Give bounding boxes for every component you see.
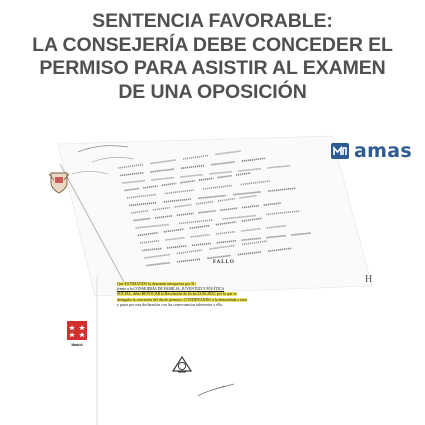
ruling-line: denegaba la concesión del día de permiso; CONDENANDO a la demandada a estar: [117, 297, 248, 302]
headline-line-4: DE UNA OPOSICIÓN: [118, 80, 307, 103]
ruling-line: frente a la CONSEJERÍA DE FAMILIA, JUVENTUD Y POLÍTICA: [117, 287, 225, 292]
brand-name: amas: [354, 140, 412, 162]
headline-line-3: PERMISO PARA ASISTIR AL EXAMEN: [39, 57, 386, 79]
court-document-image: [0, 126, 425, 425]
ruling-line: SOCIAL, debo REVOCAR la Resolución de fecha 23.06.2022, por la que se: [117, 292, 237, 297]
amas-brand: [330, 140, 412, 162]
amas-logo-icon: [330, 141, 350, 161]
coat-of-arms-icon: [46, 170, 72, 196]
signature-seal-icon: [170, 354, 194, 376]
ruling-line: y pasar por esta declaración con las consecuencias inherentes a ella.: [117, 302, 223, 307]
headline: [0, 10, 425, 104]
ruling-paragraph: [117, 282, 359, 308]
ruling-line: Que ESTIMANDO la demanda interpuesta por D.ª: [117, 282, 197, 286]
side-mark: H: [365, 274, 373, 285]
madrid-label: Madrid: [71, 343, 83, 347]
headline-line-1: SENTENCIA FAVORABLE:: [92, 10, 333, 32]
section-title: FALLO: [213, 260, 235, 265]
headline-line-2: LA CONSEJERÍA DEBE CONCEDER EL: [32, 33, 393, 56]
